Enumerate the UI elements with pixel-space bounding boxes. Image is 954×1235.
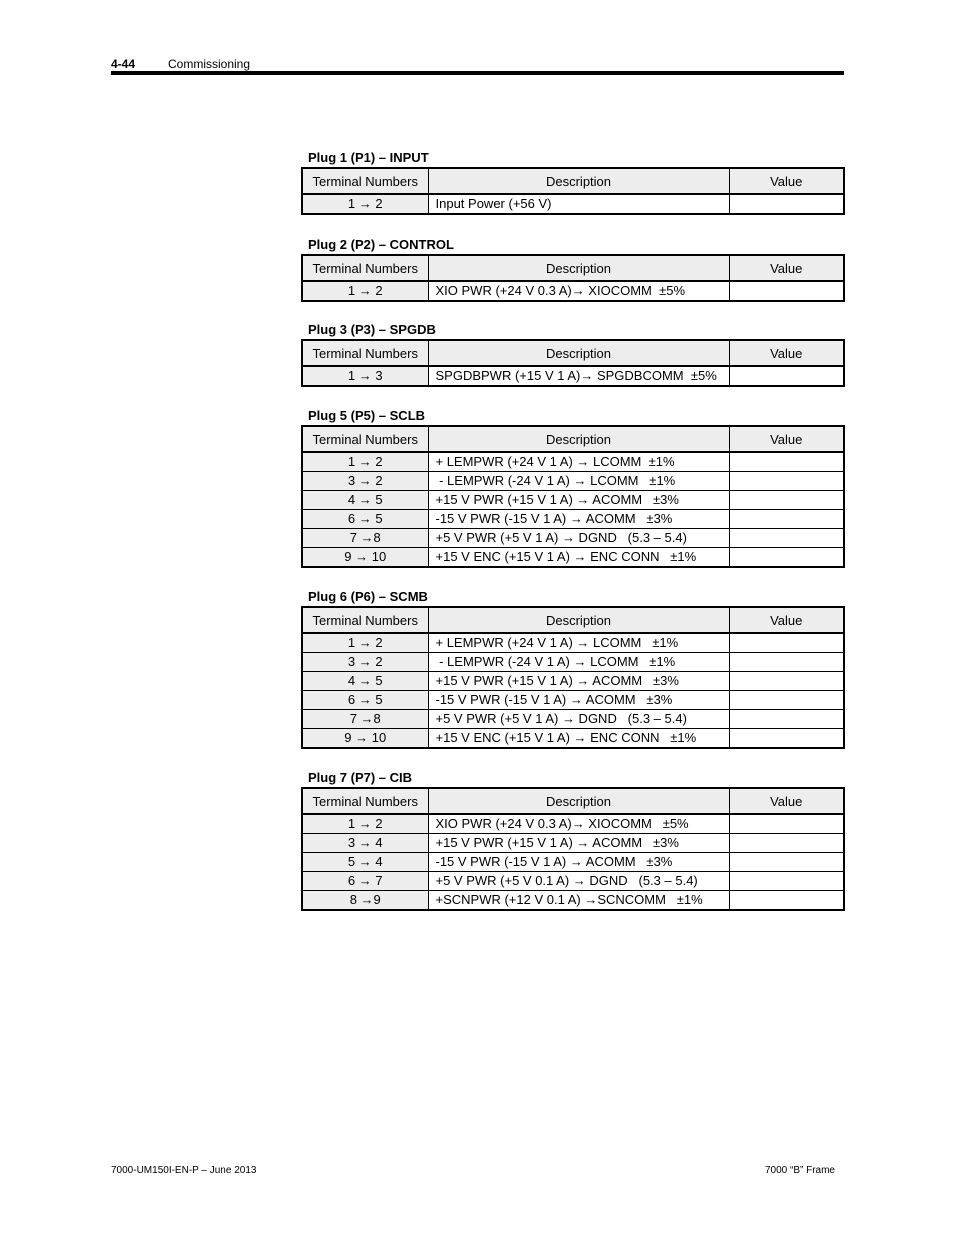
table-row — [302, 548, 844, 568]
footer-product: 7000 “B” Frame — [764, 1165, 835, 1176]
value-cell[interactable] — [729, 452, 844, 472]
table-row — [302, 891, 844, 911]
terminal-cell: 4 → 5 — [302, 491, 428, 510]
plug-title: Plug 3 (P3) – SPGDB — [308, 322, 436, 337]
terminal-cell: 9 → 10 — [302, 729, 428, 749]
description-cell: - LEMPWR (-24 V 1 A) → LCOMM ±1% — [428, 472, 729, 491]
col-header-terminal: Terminal Numbers — [302, 607, 428, 633]
plug-title: Plug 6 (P6) – SCMB — [308, 589, 428, 604]
value-cell[interactable] — [729, 472, 844, 491]
terminal-cell: 8 →9 — [302, 891, 428, 911]
terminal-cell: 3 → 4 — [302, 834, 428, 853]
col-header-value: Value — [729, 340, 844, 366]
value-cell[interactable] — [729, 653, 844, 672]
value-cell[interactable] — [729, 510, 844, 529]
value-cell[interactable] — [729, 672, 844, 691]
header-rule — [111, 71, 844, 75]
terminal-cell: 3 → 2 — [302, 653, 428, 672]
value-cell[interactable] — [729, 729, 844, 749]
value-cell[interactable] — [729, 548, 844, 568]
terminal-cell: 6 → 5 — [302, 691, 428, 710]
value-cell[interactable] — [729, 891, 844, 911]
value-cell[interactable] — [729, 853, 844, 872]
terminal-cell: 6 → 5 — [302, 510, 428, 529]
col-header-terminal: Terminal Numbers — [302, 168, 428, 194]
table-row — [302, 653, 844, 672]
plug-title: Plug 2 (P2) – CONTROL — [308, 237, 454, 252]
col-header-value: Value — [729, 426, 844, 452]
section-title: Commissioning — [168, 57, 251, 71]
page-number: 4-44 — [111, 57, 136, 71]
description-cell: +5 V PWR (+5 V 0.1 A) → DGND (5.3 – 5.4) — [428, 872, 729, 891]
col-header-value: Value — [729, 255, 844, 281]
description-cell: +SCNPWR (+12 V 0.1 A) →SCNCOMM ±1% — [428, 891, 729, 911]
plug-title: Plug 7 (P7) – CIB — [308, 770, 413, 785]
value-cell[interactable] — [729, 834, 844, 853]
terminal-cell: 1 → 3 — [302, 366, 428, 386]
value-cell[interactable] — [729, 691, 844, 710]
table-row — [302, 472, 844, 491]
table-row — [302, 729, 844, 749]
description-cell: XIO PWR (+24 V 0.3 A)→ XIOCOMM ±5% — [428, 281, 729, 301]
plug-table — [301, 167, 845, 215]
value-cell[interactable] — [729, 194, 844, 214]
description-cell: + LEMPWR (+24 V 1 A) → LCOMM ±1% — [428, 633, 729, 653]
description-cell: -15 V PWR (-15 V 1 A) → ACOMM ±3% — [428, 853, 729, 872]
plug-table — [301, 425, 845, 568]
value-cell[interactable] — [729, 710, 844, 729]
plug-table — [301, 339, 845, 387]
table-row — [302, 510, 844, 529]
table-row — [302, 872, 844, 891]
description-cell: -15 V PWR (-15 V 1 A) → ACOMM ±3% — [428, 691, 729, 710]
col-header-description: Description — [428, 255, 729, 281]
description-cell: +15 V PWR (+15 V 1 A) → ACOMM ±3% — [428, 834, 729, 853]
terminal-cell: 6 → 7 — [302, 872, 428, 891]
terminal-cell: 5 → 4 — [302, 853, 428, 872]
col-header-description: Description — [428, 607, 729, 633]
col-header-value: Value — [729, 607, 844, 633]
col-header-description: Description — [428, 426, 729, 452]
table-row — [302, 710, 844, 729]
terminal-cell: 4 → 5 — [302, 672, 428, 691]
terminal-cell: 7 →8 — [302, 529, 428, 548]
col-header-terminal: Terminal Numbers — [302, 255, 428, 281]
description-cell: Input Power (+56 V) — [428, 194, 729, 214]
table-row — [302, 194, 844, 214]
description-cell: +5 V PWR (+5 V 1 A) → DGND (5.3 – 5.4) — [428, 710, 729, 729]
col-header-description: Description — [428, 168, 729, 194]
table-row — [302, 281, 844, 301]
table-row — [302, 853, 844, 872]
table-row — [302, 366, 844, 386]
table-row — [302, 529, 844, 548]
value-cell[interactable] — [729, 366, 844, 386]
table-row — [302, 491, 844, 510]
description-cell: - LEMPWR (-24 V 1 A) → LCOMM ±1% — [428, 653, 729, 672]
terminal-cell: 1 → 2 — [302, 633, 428, 653]
value-cell[interactable] — [729, 633, 844, 653]
terminal-cell: 1 → 2 — [302, 194, 428, 214]
terminal-cell: 7 →8 — [302, 710, 428, 729]
value-cell[interactable] — [729, 529, 844, 548]
footer-doc-id: 7000-UM150I-EN-P – June 2013 — [111, 1165, 257, 1176]
value-cell[interactable] — [729, 872, 844, 891]
plug-title: Plug 5 (P5) – SCLB — [308, 408, 426, 423]
terminal-cell: 1 → 2 — [302, 452, 428, 472]
plug-title: Plug 1 (P1) – INPUT — [308, 150, 429, 165]
value-cell[interactable] — [729, 281, 844, 301]
description-cell: + LEMPWR (+24 V 1 A) → LCOMM ±1% — [428, 452, 729, 472]
terminal-cell: 1 → 2 — [302, 281, 428, 301]
col-header-terminal: Terminal Numbers — [302, 426, 428, 452]
description-cell: +15 V ENC (+15 V 1 A) → ENC CONN ±1% — [428, 548, 729, 568]
terminal-cell: 3 → 2 — [302, 472, 428, 491]
col-header-value: Value — [729, 168, 844, 194]
col-header-value: Value — [729, 788, 844, 814]
table-row — [302, 691, 844, 710]
col-header-description: Description — [428, 788, 729, 814]
col-header-terminal: Terminal Numbers — [302, 788, 428, 814]
description-cell: SPGDBPWR (+15 V 1 A)→ SPGDBCOMM ±5% — [428, 366, 729, 386]
description-cell: +15 V PWR (+15 V 1 A) → ACOMM ±3% — [428, 672, 729, 691]
value-cell[interactable] — [729, 814, 844, 834]
description-cell: +15 V ENC (+15 V 1 A) → ENC CONN ±1% — [428, 729, 729, 749]
terminal-cell: 9 → 10 — [302, 548, 428, 568]
plug-table — [301, 787, 845, 911]
terminal-cell: 1 → 2 — [302, 814, 428, 834]
table-row — [302, 672, 844, 691]
table-row — [302, 633, 844, 653]
col-header-terminal: Terminal Numbers — [302, 340, 428, 366]
description-cell: -15 V PWR (-15 V 1 A) → ACOMM ±3% — [428, 510, 729, 529]
col-header-description: Description — [428, 340, 729, 366]
description-cell: +15 V PWR (+15 V 1 A) → ACOMM ±3% — [428, 491, 729, 510]
value-cell[interactable] — [729, 491, 844, 510]
table-row — [302, 814, 844, 834]
page-header — [111, 56, 844, 76]
table-row — [302, 452, 844, 472]
table-row — [302, 834, 844, 853]
description-cell: XIO PWR (+24 V 0.3 A)→ XIOCOMM ±5% — [428, 814, 729, 834]
description-cell: +5 V PWR (+5 V 1 A) → DGND (5.3 – 5.4) — [428, 529, 729, 548]
plug-table — [301, 606, 845, 749]
plug-table — [301, 254, 845, 302]
